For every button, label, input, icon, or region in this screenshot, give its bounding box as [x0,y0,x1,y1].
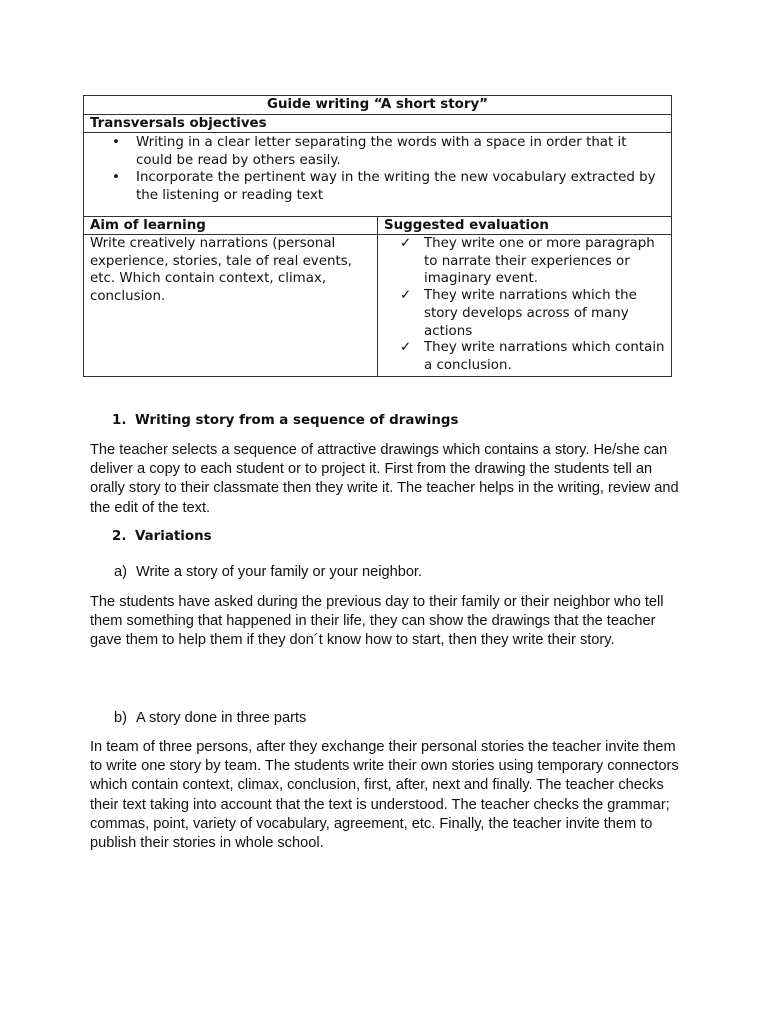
variation-b-label: b) [114,710,127,726]
evaluation-item [400,287,665,340]
variation-a-label: a) [114,564,127,580]
objectives-header: Transversals objectives [84,115,672,133]
objectives-list [90,134,665,204]
section-1-heading [112,412,458,430]
evaluation-item-text: They write one or more paragraph to narrate their experiences or imaginary event. [424,236,655,287]
evaluation-cell [378,235,672,377]
objectives-cell [84,133,672,217]
section-1-number: 1. [112,413,127,428]
aim-header: Aim of learning [84,217,378,235]
table-title: Guide writing “A short story” [84,96,672,115]
evaluation-item [400,339,665,374]
section-2-heading [112,528,212,546]
evaluation-item [400,235,665,288]
variation-a-heading [114,563,422,581]
section-2-number: 2. [112,529,127,544]
variation-b-paragraph: In team of three persons, after they exchange their personal stories the teacher invite them to write one story by team. The students write their own stories using temporary connectors which contain context, climax, conclusion, first, after, next and finally. The teacher checks their text taking into account that the text is understood. The teacher checks the grammar; commas, point, variety of vocabulary, agreement, etc. Finally, the teacher invite them to publish their stories in whole school. [90,739,679,852]
checkmark-icon: ✓ [400,288,412,304]
variation-a-title: Write a story of your family or your neighbor. [136,564,423,580]
section-1-title: Writing story from a sequence of drawings [135,413,459,428]
evaluation-header: Suggested evaluation [378,217,672,235]
guide-table [83,95,672,377]
objective-item: • Incorporate the pertinent way in the writing the new vocabulary extracted by the listening or reading text [136,169,665,204]
evaluation-item-text: They write narrations which contain a conclusion. [424,340,665,373]
section-2-title: Variations [135,529,212,544]
checkmark-icon: ✓ [400,340,412,356]
evaluation-item-text: They write narrations which the story develops across of many actions [424,288,637,339]
variation-a-paragraph: The students have asked during the previous day to their family or their neighbor who tell them something that happened in their life, they can show the drawings that the teacher gave them to help them if they don´t know how to start, then they write their story. [90,594,664,649]
objective-item: • Writing in a clear letter separating the words with a space in order that it could be read by others easily. [136,134,665,169]
variation-b-title: A story done in three parts [136,710,307,726]
checkmark-icon: ✓ [400,236,412,251]
evaluation-list [378,235,665,375]
section-1-paragraph: The teacher selects a sequence of attractive drawings which contains a story. He/she can deliver a copy to each student or to project it. First from the drawing the students tell an orally story to their classmate then they write it. The teacher helps in the writing, review and the edit of the text. [90,442,679,516]
aim-text: Write creatively narrations (personal experience, stories, tale of real events, etc. Which contain context, climax, conclusion. [84,235,378,377]
variation-b-heading [114,709,306,727]
